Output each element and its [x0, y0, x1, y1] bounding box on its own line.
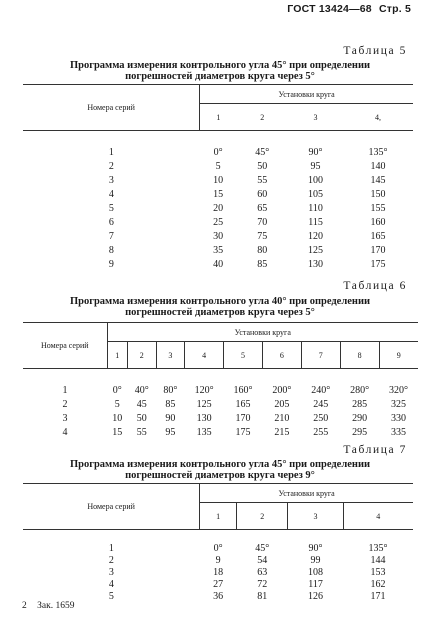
- table-cell: 175: [370, 258, 386, 270]
- table-row: [23, 425, 418, 439]
- table-cell: 175: [235, 426, 251, 438]
- sheet-number: 2: [22, 601, 27, 611]
- table-cell: 80: [257, 244, 268, 256]
- series-number: 4: [108, 188, 114, 200]
- column-number: 3: [288, 104, 343, 131]
- table-cell: 162: [370, 578, 386, 590]
- column-number: 2: [236, 104, 287, 131]
- spacer-cell: [23, 131, 413, 146]
- row-header: Номера серий: [23, 323, 107, 369]
- table-cell: 54: [257, 554, 268, 566]
- table-cell: 0°: [112, 384, 122, 396]
- table-5-title-line-2: погрешностей диаметров круга через 5°: [125, 71, 315, 82]
- table-cell: 81: [257, 590, 268, 602]
- table-cell: 135: [196, 426, 212, 438]
- table-cell: 40: [213, 258, 224, 270]
- table-cell: 63: [257, 566, 268, 578]
- table-5-number: Таблица 5: [343, 45, 407, 57]
- series-number: 1: [62, 384, 68, 396]
- table-6-title: [30, 296, 410, 318]
- table-cell: 45°: [255, 542, 270, 554]
- table-cell: 165: [235, 398, 251, 410]
- table-row: [23, 554, 413, 566]
- table-row: [23, 215, 413, 229]
- column-number: 4: [343, 503, 413, 530]
- table-cell: 110: [308, 202, 323, 214]
- table-cell: 75: [257, 230, 268, 242]
- table-cell: 295: [352, 426, 368, 438]
- table-cell: 25: [213, 216, 224, 228]
- table-cell: 140: [370, 160, 386, 172]
- table-cell: 85: [257, 258, 268, 270]
- table-cell: 45°: [255, 146, 270, 158]
- table-row: [23, 187, 413, 201]
- table-row: [23, 145, 413, 159]
- table-row: [23, 257, 413, 271]
- table-cell: 85: [165, 398, 176, 410]
- table-cell: 115: [308, 216, 323, 228]
- table-cell: 95: [165, 426, 176, 438]
- table-cell: 120°: [194, 384, 214, 396]
- column-number: 4,: [343, 104, 413, 131]
- table-row: [23, 578, 413, 590]
- table-cell: 117: [308, 578, 323, 590]
- row-header: Номера серий: [23, 484, 200, 530]
- series-number: 2: [108, 160, 114, 172]
- table-row: [23, 159, 413, 173]
- table-cell: 240°: [311, 384, 331, 396]
- table-cell: 10: [112, 412, 123, 424]
- table-cell: 255: [313, 426, 329, 438]
- table-cell: 160: [370, 216, 386, 228]
- table-cell: 45: [136, 398, 147, 410]
- table-cell: 18: [213, 566, 224, 578]
- table-5-title: [30, 60, 410, 82]
- table-cell: 72: [257, 578, 268, 590]
- table-cell: 0°: [213, 146, 223, 158]
- page-header: [287, 3, 411, 15]
- standard-number: ГОСТ 13424—68: [287, 3, 372, 15]
- table-cell: 27: [213, 578, 224, 590]
- spacer-row: [23, 530, 413, 543]
- series-number: 9: [108, 258, 114, 270]
- table-cell: 280°: [350, 384, 370, 396]
- table-cell: 90°: [308, 542, 323, 554]
- column-number: 4: [185, 342, 224, 369]
- table-row: [23, 590, 413, 602]
- table-row: [23, 383, 418, 397]
- page-footer: [22, 601, 74, 611]
- series-number: 4: [62, 426, 68, 438]
- table-cell: 105: [308, 188, 324, 200]
- table-cell: 125: [196, 398, 212, 410]
- table-cell: 55: [136, 426, 147, 438]
- table-cell: 35: [213, 244, 224, 256]
- table-cell: 10: [213, 174, 224, 186]
- table-row: [23, 173, 413, 187]
- print-order: Зак. 1659: [37, 601, 75, 611]
- table-cell: 170: [235, 412, 251, 424]
- table-cell: 5: [215, 160, 221, 172]
- table-cell: 250: [313, 412, 329, 424]
- table-7-title-line-2: погрешностей диаметров круга через 9°: [125, 470, 315, 481]
- table-7-title-line-1: Программа измерения контрольного угла 45° при определении: [69, 459, 371, 470]
- table-cell: 200°: [272, 384, 292, 396]
- column-number: 1: [200, 104, 237, 131]
- table-cell: 20: [213, 202, 224, 214]
- header-row: [23, 85, 413, 104]
- column-number: 6: [262, 342, 301, 369]
- table-cell: 155: [370, 202, 386, 214]
- table-cell: 125: [308, 244, 324, 256]
- table-5: [23, 84, 413, 271]
- group-header: Установки круга: [200, 85, 413, 104]
- column-number: 1: [200, 503, 237, 530]
- series-number: 2: [62, 398, 68, 410]
- table-6-title-line-2: погрешностей диаметров круга через 5°: [125, 307, 315, 318]
- column-number: 2: [236, 503, 287, 530]
- table-cell: 130: [308, 258, 324, 270]
- table-6-title-line-1: Программа измерения контрольного угла 40° при определении: [69, 296, 371, 307]
- table-cell: 205: [274, 398, 290, 410]
- table-6: [23, 322, 418, 439]
- table-cell: 135°: [368, 146, 388, 158]
- group-header: Установки круга: [200, 484, 413, 503]
- column-number: 1: [107, 342, 127, 369]
- column-number: 8: [340, 342, 379, 369]
- table-cell: 330: [391, 412, 407, 424]
- table-cell: 36: [213, 590, 224, 602]
- table-cell: 60: [257, 188, 268, 200]
- table-cell: 160°: [233, 384, 253, 396]
- series-number: 6: [108, 216, 114, 228]
- table-cell: 80°: [163, 384, 178, 396]
- series-number: 2: [108, 554, 114, 566]
- column-number: 5: [224, 342, 263, 369]
- table-7-number: Таблица 7: [343, 444, 407, 456]
- column-number: 7: [301, 342, 340, 369]
- table-cell: 65: [257, 202, 268, 214]
- row-header: Номера серий: [23, 85, 200, 131]
- series-number: 3: [108, 174, 114, 186]
- table-cell: 285: [352, 398, 368, 410]
- table-cell: 95: [310, 160, 321, 172]
- column-number: 9: [379, 342, 418, 369]
- series-number: 3: [62, 412, 68, 424]
- series-number: 5: [108, 202, 114, 214]
- table-row: [23, 542, 413, 554]
- table-row: [23, 397, 418, 411]
- table-cell: 15: [213, 188, 224, 200]
- table-7: [23, 483, 413, 602]
- spacer-row: [23, 369, 418, 384]
- table-cell: 40°: [134, 384, 149, 396]
- group-header: Установки круга: [107, 323, 418, 342]
- column-number: 3: [288, 503, 343, 530]
- series-number: 4: [108, 578, 114, 590]
- table-5-title-line-1: Программа измерения контрольного угла 45° при определении: [69, 60, 371, 71]
- table-row: [23, 566, 413, 578]
- table-cell: 15: [112, 426, 123, 438]
- table-cell: 320°: [389, 384, 409, 396]
- table-6-number: Таблица 6: [343, 280, 407, 292]
- table-cell: 130: [196, 412, 212, 424]
- table-cell: 50: [136, 412, 147, 424]
- table-cell: 100: [308, 174, 324, 186]
- table-cell: 171: [370, 590, 386, 602]
- table-cell: 99: [310, 554, 321, 566]
- table-cell: 90°: [308, 146, 323, 158]
- series-number: 7: [108, 230, 114, 242]
- spacer-cell: [23, 530, 413, 543]
- table-cell: 108: [308, 566, 324, 578]
- series-number: 5: [108, 590, 114, 602]
- series-number: 3: [108, 566, 114, 578]
- table-cell: 215: [274, 426, 290, 438]
- table-row: [23, 229, 413, 243]
- table-cell: 55: [257, 174, 268, 186]
- table-cell: 335: [391, 426, 407, 438]
- table-cell: 30: [213, 230, 224, 242]
- table-cell: 150: [370, 188, 386, 200]
- header-row: [23, 323, 418, 342]
- table-cell: 90: [165, 412, 176, 424]
- column-number: 2: [127, 342, 156, 369]
- table-cell: 144: [370, 554, 386, 566]
- page-number: Стр. 5: [378, 3, 411, 15]
- table-cell: 135°: [368, 542, 388, 554]
- table-cell: 145: [370, 174, 386, 186]
- spacer-cell: [23, 369, 418, 384]
- spacer-row: [23, 131, 413, 146]
- header-row: [23, 484, 413, 503]
- table-cell: 290: [352, 412, 368, 424]
- table-cell: 153: [370, 566, 386, 578]
- series-number: 8: [108, 244, 114, 256]
- table-cell: 70: [257, 216, 268, 228]
- table-cell: 5: [114, 398, 120, 410]
- table-cell: 50: [257, 160, 268, 172]
- table-cell: 245: [313, 398, 329, 410]
- series-number: 1: [108, 542, 114, 554]
- table-row: [23, 411, 418, 425]
- table-cell: 9: [215, 554, 221, 566]
- table-7-title: [30, 459, 410, 481]
- table-cell: 165: [370, 230, 386, 242]
- series-number: 1: [108, 146, 114, 158]
- table-cell: 120: [308, 230, 324, 242]
- table-row: [23, 201, 413, 215]
- table-cell: 126: [308, 590, 324, 602]
- table-cell: 170: [370, 244, 386, 256]
- table-cell: 0°: [213, 542, 223, 554]
- table-cell: 325: [391, 398, 407, 410]
- column-number: 3: [156, 342, 185, 369]
- table-cell: 210: [274, 412, 290, 424]
- table-row: [23, 243, 413, 257]
